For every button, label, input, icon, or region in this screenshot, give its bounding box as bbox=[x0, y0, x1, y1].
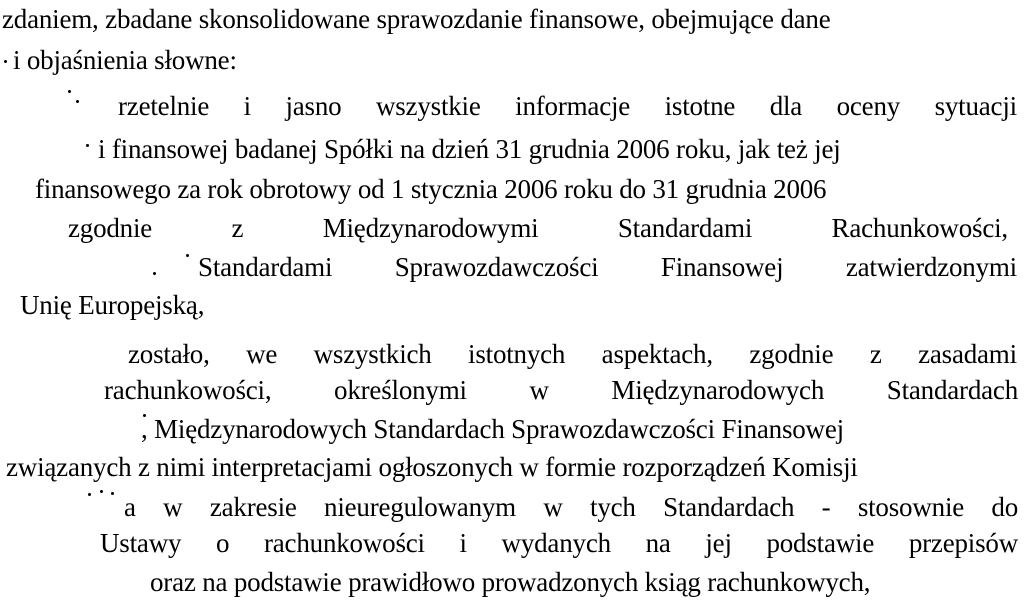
text-line-4: i finansowej badanej Spółki na dzień 31 grudnia 2006 roku, jak też jej bbox=[98, 134, 841, 164]
text-line-8: Unię Europejską, bbox=[20, 290, 205, 320]
scan-speck bbox=[100, 490, 103, 493]
scan-speck bbox=[68, 90, 71, 93]
text-line-3: rzetelnie i jasno wszystkie informacje istotne dla oceny sytuacji bbox=[118, 91, 1017, 121]
text-line-14: Ustawy o rachunkowości i wydanych na jej podstawie przepisów bbox=[100, 528, 1018, 558]
text-line-1: zdaniem, zbadane skonsolidowane sprawozdanie finansowe, obejmujące dane bbox=[2, 4, 831, 34]
text-line-10: rachunkowości, określonymi w Międzynarodowych Standardach bbox=[104, 375, 1018, 405]
text-line-9: zostało, we wszystkich istotnych aspektach, zgodnie z zasadami bbox=[128, 339, 1017, 369]
scan-speck bbox=[111, 492, 114, 495]
text-line-5: finansowego za rok obrotowy od 1 stycznia 2006 roku do 31 grudnia 2006 bbox=[35, 174, 827, 204]
text-line-2: i objaśnienia słowne: bbox=[13, 45, 237, 75]
text-line-6: zgodnie z Międzynarodowymi Standardami Rachunkowości, bbox=[68, 213, 1008, 243]
scan-speck bbox=[88, 493, 91, 496]
scan-speck bbox=[4, 60, 7, 63]
text-line-11: , Międzynarodowych Standardach Sprawozdawczości Finansowej bbox=[141, 414, 844, 444]
scan-speck bbox=[76, 100, 79, 103]
text-line-15: oraz na podstawie prawidłowo prowadzonych ksiąg rachunkowych, bbox=[150, 567, 871, 597]
scan-speck bbox=[86, 144, 89, 147]
text-line-13: a w zakresie nieuregulowanym w tych Standardach - stosownie do bbox=[124, 492, 1018, 522]
text-line-7: Standardami Sprawozdawczości Finansowej zatwierdzonymi bbox=[198, 252, 1017, 282]
scan-speck bbox=[186, 254, 189, 257]
scan-speck bbox=[153, 272, 156, 275]
text-line-12: związanych z nimi interpretacjami ogłoszonych w formie rozporządzeń Komisji bbox=[6, 452, 858, 482]
